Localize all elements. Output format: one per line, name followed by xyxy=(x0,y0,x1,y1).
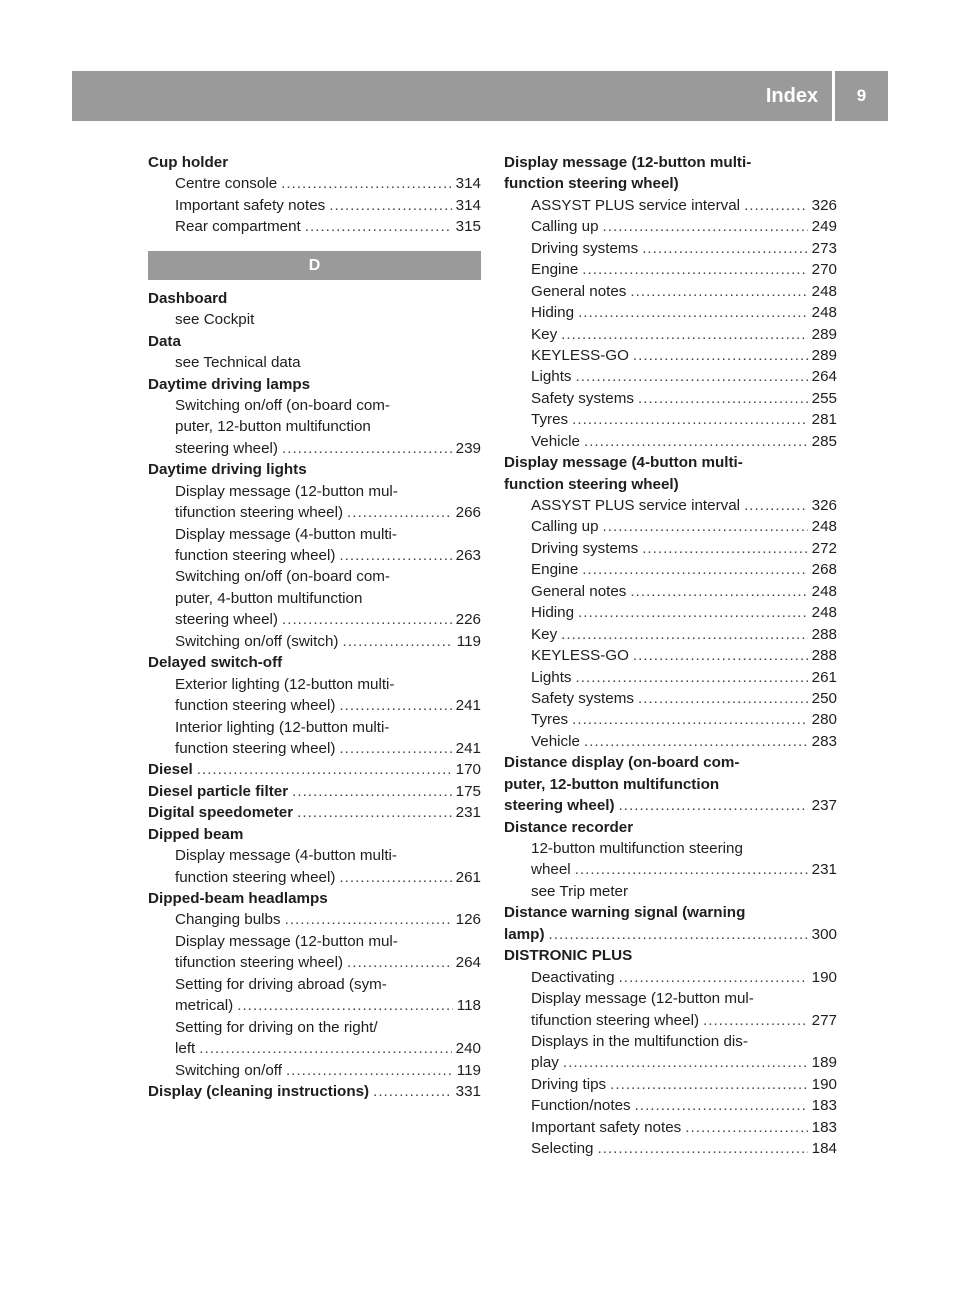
entry-text: Changing bulbs xyxy=(175,911,281,929)
entry-text: 12-button multifunction steering xyxy=(531,840,743,857)
entry-text: Selecting xyxy=(531,1140,594,1158)
index-subentry xyxy=(504,409,837,430)
entry-text: Lights xyxy=(531,668,572,686)
index-subentry xyxy=(504,859,837,880)
entry-text: Diesel particle filter xyxy=(148,782,289,800)
index-subentry xyxy=(148,566,481,587)
index-subentry xyxy=(148,609,481,630)
page-reference: 241 xyxy=(455,697,481,715)
entry-text: Delayed switch-off xyxy=(148,654,283,672)
page-reference: 288 xyxy=(811,625,837,643)
page-reference: 326 xyxy=(811,196,837,214)
index-entry xyxy=(148,288,481,309)
entry-text: Daytime driving lamps xyxy=(148,375,311,393)
dot-leader xyxy=(619,795,808,816)
index-entry xyxy=(504,774,837,795)
dot-leader xyxy=(572,409,808,430)
entry-text: Important safety notes xyxy=(531,1118,682,1136)
dot-leader xyxy=(603,216,808,237)
index-subentry xyxy=(504,709,837,730)
entry-text: wheel xyxy=(531,861,571,879)
entry-text: puter, 12-button multifunction xyxy=(175,418,371,436)
entry-text: DISTRONIC PLUS xyxy=(504,947,633,965)
page-reference: 266 xyxy=(455,504,481,522)
page-reference: 190 xyxy=(811,968,837,986)
entry-text: ASSYST PLUS service interval xyxy=(531,497,741,514)
index-subentry xyxy=(504,731,837,752)
entry-text: puter, 12-button multifunction xyxy=(504,775,720,793)
index-subentry xyxy=(148,481,481,502)
index-subentry xyxy=(504,1138,837,1159)
page-reference: 170 xyxy=(455,761,481,779)
page-reference: 126 xyxy=(455,911,481,929)
index-subentry xyxy=(504,495,837,516)
dot-leader xyxy=(292,781,452,802)
entry-text: Dashboard xyxy=(148,289,228,307)
page-reference: 283 xyxy=(811,732,837,750)
entry-text: Hiding xyxy=(531,304,575,322)
dot-leader xyxy=(563,1052,808,1073)
page-reference: 272 xyxy=(811,539,837,557)
index-entry xyxy=(148,888,481,909)
entry-text: Tyres xyxy=(531,711,569,729)
page-reference: 248 xyxy=(811,304,837,322)
index-subentry xyxy=(148,545,481,566)
page-reference: 239 xyxy=(455,439,481,457)
index-entry xyxy=(504,945,837,966)
entry-text: left xyxy=(175,1040,196,1058)
index-entry xyxy=(504,795,837,816)
page-reference: 231 xyxy=(811,861,837,879)
entry-text: Display message (12-button mul- xyxy=(531,990,754,1008)
page-reference: 250 xyxy=(811,689,837,707)
entry-text: Distance warning signal (warning xyxy=(504,904,746,922)
dot-leader xyxy=(572,709,808,730)
index-subentry xyxy=(148,195,481,216)
index-subentry xyxy=(504,581,837,602)
entry-text: Safety systems xyxy=(531,389,634,407)
entry-text: play xyxy=(531,1054,559,1072)
index-subentry xyxy=(504,366,837,387)
index-subentry xyxy=(504,1117,837,1138)
index-entry xyxy=(148,1081,481,1102)
dot-leader xyxy=(281,173,452,194)
entry-text: Rear compartment xyxy=(175,218,301,236)
dot-leader xyxy=(635,1095,808,1116)
entry-text: Hiding xyxy=(531,604,575,622)
dot-leader xyxy=(561,624,807,645)
page-reference: 261 xyxy=(455,868,481,886)
page-reference: 331 xyxy=(455,1082,481,1100)
entry-text: function steering wheel) xyxy=(504,475,679,493)
entry-text: Key xyxy=(531,625,558,643)
dot-leader xyxy=(297,802,451,823)
page-reference: 261 xyxy=(811,668,837,686)
dot-leader xyxy=(582,559,807,580)
index-subentry xyxy=(148,416,481,437)
index-entry xyxy=(504,452,837,473)
entry-text: Key xyxy=(531,325,558,343)
index-entry xyxy=(148,459,481,480)
dot-leader xyxy=(575,859,808,880)
entry-text: Safety systems xyxy=(531,689,634,707)
dot-leader xyxy=(633,645,808,666)
entry-text: see Cockpit xyxy=(175,311,255,329)
dot-leader xyxy=(576,667,808,688)
page-reference: 280 xyxy=(811,711,837,729)
dot-leader xyxy=(305,216,452,237)
dot-leader xyxy=(638,688,808,709)
entry-text: function steering wheel) xyxy=(175,868,336,886)
dot-leader xyxy=(603,516,808,537)
index-subentry xyxy=(504,667,837,688)
entry-text: Driving systems xyxy=(531,239,639,257)
index-subentry xyxy=(148,438,481,459)
dot-leader xyxy=(339,545,451,566)
index-subentry xyxy=(504,195,837,216)
dot-leader xyxy=(549,924,808,945)
page-number: 9 xyxy=(856,86,867,105)
page-reference: 184 xyxy=(811,1140,837,1158)
dot-leader xyxy=(642,538,807,559)
entry-text: Display message (4-button multi- xyxy=(175,847,397,865)
page-reference: 264 xyxy=(455,954,481,972)
dot-leader xyxy=(619,967,808,988)
index-subentry xyxy=(148,909,481,930)
index-subentry xyxy=(148,1060,481,1081)
index-subentry xyxy=(148,674,481,695)
index-entry xyxy=(148,802,481,823)
index-subentry xyxy=(504,388,837,409)
index-entry xyxy=(148,652,481,673)
dot-leader xyxy=(630,581,807,602)
entry-text: Lights xyxy=(531,368,572,386)
index-subentry xyxy=(148,717,481,738)
dot-leader xyxy=(286,1060,453,1081)
entry-text: Cup holder xyxy=(148,154,229,171)
index-subentry xyxy=(504,838,837,859)
index-letter-heading: D xyxy=(148,251,481,280)
dot-leader xyxy=(633,345,808,366)
index-subentry xyxy=(148,352,481,373)
entry-text: Display message (4-button multi- xyxy=(175,525,397,543)
index-subentry xyxy=(148,995,481,1016)
index-subentry xyxy=(504,345,837,366)
index-subentry xyxy=(148,1017,481,1038)
index-subentry xyxy=(504,216,837,237)
dot-leader xyxy=(197,759,452,780)
index-subentry xyxy=(504,538,837,559)
dot-leader xyxy=(339,867,451,888)
index-subentry xyxy=(148,309,481,330)
index-subentry xyxy=(504,516,837,537)
page-reference: 288 xyxy=(811,647,837,665)
index-entry xyxy=(504,173,837,194)
dot-leader xyxy=(199,1038,451,1059)
dot-leader xyxy=(744,495,808,516)
entry-text: Display (cleaning instructions) xyxy=(148,1082,370,1100)
index-subentry xyxy=(148,173,481,194)
page-reference: 183 xyxy=(811,1097,837,1115)
index-entry xyxy=(504,474,837,495)
entry-text: Deactivating xyxy=(531,968,615,986)
index-entry xyxy=(504,752,837,773)
entry-text: Switching on/off (switch) xyxy=(175,632,339,650)
entry-text: Engine xyxy=(531,561,579,579)
index-subentry xyxy=(504,1074,837,1095)
entry-text: General notes xyxy=(531,582,627,600)
page-reference: 268 xyxy=(811,561,837,579)
dot-leader xyxy=(703,1010,808,1031)
page-reference: 289 xyxy=(811,346,837,364)
page-reference: 264 xyxy=(811,368,837,386)
dot-leader xyxy=(285,909,452,930)
page-reference: 248 xyxy=(811,518,837,536)
entry-text: Digital speedometer xyxy=(148,804,294,822)
index-subentry xyxy=(504,302,837,323)
entry-text: Switching on/off xyxy=(175,1061,282,1079)
index-subentry xyxy=(504,281,837,302)
page-reference: 273 xyxy=(811,239,837,257)
entry-text: steering wheel) xyxy=(175,439,278,457)
entry-text: Centre console xyxy=(175,175,278,193)
index-entry xyxy=(504,817,837,838)
entry-text: KEYLESS-GO xyxy=(531,647,629,665)
entry-text: tifunction steering wheel) xyxy=(175,504,343,522)
dot-leader xyxy=(342,631,452,652)
entry-text: lamp) xyxy=(504,925,545,943)
entry-text: steering wheel) xyxy=(504,797,615,815)
page-reference: 263 xyxy=(455,547,481,564)
index-entry xyxy=(148,331,481,352)
index-entry xyxy=(148,152,481,173)
entry-text: Data xyxy=(148,332,181,350)
index-subentry xyxy=(148,524,481,545)
index-entry xyxy=(504,152,837,173)
index-subentry xyxy=(148,845,481,866)
dot-leader xyxy=(642,238,807,259)
page-reference: 241 xyxy=(455,739,481,757)
index-subentry xyxy=(504,688,837,709)
page-reference: 315 xyxy=(455,218,481,236)
index-subentry xyxy=(148,952,481,973)
dot-leader xyxy=(347,502,452,523)
index-subentry xyxy=(504,259,837,280)
entry-text: Vehicle xyxy=(531,732,580,750)
page-reference: 119 xyxy=(456,632,481,650)
page-reference: 289 xyxy=(811,325,837,343)
entry-text: tifunction steering wheel) xyxy=(531,1011,699,1029)
index-subentry xyxy=(504,1010,837,1031)
index-subentry xyxy=(504,881,837,902)
entry-text: Distance recorder xyxy=(504,818,634,836)
entry-text: function steering wheel) xyxy=(175,739,336,757)
entry-text: see Technical data xyxy=(175,354,301,372)
dot-leader xyxy=(584,731,808,752)
index-entry xyxy=(504,902,837,923)
index-subentry xyxy=(148,867,481,888)
entry-text: Display message (12-button mul- xyxy=(175,932,398,950)
dot-leader xyxy=(578,302,808,323)
index-subentry xyxy=(504,645,837,666)
index-entry xyxy=(148,781,481,802)
index-column-left xyxy=(148,152,481,1102)
page-reference: 270 xyxy=(811,261,837,279)
index-subentry xyxy=(148,631,481,652)
index-subentry xyxy=(148,738,481,759)
index-subentry xyxy=(504,238,837,259)
page-reference: 248 xyxy=(811,282,837,300)
entry-text: Driving tips xyxy=(531,1075,607,1093)
page-reference: 118 xyxy=(456,997,481,1015)
dot-leader xyxy=(584,431,808,452)
dot-leader xyxy=(638,388,808,409)
entry-text: Display message (12-button multi- xyxy=(504,154,752,171)
page-reference: 277 xyxy=(811,1011,837,1029)
page-reference: 326 xyxy=(811,497,837,514)
index-subentry xyxy=(148,216,481,237)
index-subentry xyxy=(504,1052,837,1073)
entry-text: Engine xyxy=(531,261,579,279)
dot-leader xyxy=(329,195,451,216)
page-reference: 314 xyxy=(455,196,481,214)
entry-text: Switching on/off (on-board com- xyxy=(175,396,390,414)
dot-leader xyxy=(339,738,451,759)
index-subentry xyxy=(504,602,837,623)
dot-leader xyxy=(597,1138,807,1159)
index-subentry xyxy=(504,559,837,580)
entry-text: steering wheel) xyxy=(175,611,278,629)
dot-leader xyxy=(582,259,807,280)
page-reference: 183 xyxy=(811,1118,837,1136)
page-reference: 190 xyxy=(811,1075,837,1093)
entry-text: Dipped-beam headlamps xyxy=(148,890,328,907)
dot-leader xyxy=(630,281,807,302)
entry-text: Interior lighting (12-button multi- xyxy=(175,718,390,736)
entry-text: Setting for driving abroad (sym- xyxy=(175,975,387,993)
index-subentry xyxy=(504,1095,837,1116)
page-reference: 314 xyxy=(455,175,481,193)
entry-text: function steering wheel) xyxy=(504,175,679,193)
entry-text: Calling up xyxy=(531,518,599,536)
entry-text: Exterior lighting (12-button multi- xyxy=(175,675,395,693)
page-reference: 231 xyxy=(455,804,481,822)
entry-text: Displays in the multifunction dis- xyxy=(531,1032,748,1050)
entry-text: Daytime driving lights xyxy=(148,461,307,479)
index-subentry xyxy=(504,431,837,452)
entry-text: Vehicle xyxy=(531,432,580,450)
index-subentry xyxy=(504,624,837,645)
index-subentry xyxy=(148,974,481,995)
page-reference: 255 xyxy=(811,389,837,407)
entry-text: Function/notes xyxy=(531,1097,631,1115)
entry-text: General notes xyxy=(531,282,627,300)
dot-leader xyxy=(282,438,452,459)
page-reference: 248 xyxy=(811,604,837,622)
page-reference: 175 xyxy=(455,782,481,800)
entry-text: tifunction steering wheel) xyxy=(175,954,343,972)
index-entry xyxy=(504,924,837,945)
page-reference: 119 xyxy=(456,1061,481,1079)
index-subentry xyxy=(148,931,481,952)
dot-leader xyxy=(561,324,807,345)
entry-text: KEYLESS-GO xyxy=(531,346,629,364)
entry-text: Display message (4-button multi- xyxy=(504,454,743,472)
entry-text: see Trip meter xyxy=(531,882,629,900)
index-subentry xyxy=(504,324,837,345)
index-entry xyxy=(148,824,481,845)
entry-text: Driving systems xyxy=(531,539,639,557)
entry-text: function steering wheel) xyxy=(175,547,336,564)
page-reference: 240 xyxy=(455,1040,481,1058)
index-subentry xyxy=(148,395,481,416)
entry-text: Display message (12-button mul- xyxy=(175,482,398,500)
page-reference: 237 xyxy=(811,797,837,815)
dot-leader xyxy=(744,195,808,216)
index-column-right xyxy=(504,152,837,1160)
dot-leader xyxy=(237,995,453,1016)
dot-leader xyxy=(282,609,452,630)
page-reference: 189 xyxy=(811,1054,837,1072)
entry-text: function steering wheel) xyxy=(175,697,336,715)
entry-text: Diesel xyxy=(148,761,193,779)
entry-text: Tyres xyxy=(531,411,569,429)
page-reference: 249 xyxy=(811,218,837,236)
index-subentry xyxy=(504,967,837,988)
dot-leader xyxy=(610,1074,808,1095)
dot-leader xyxy=(578,602,808,623)
dot-leader xyxy=(347,952,452,973)
dot-leader xyxy=(685,1117,807,1138)
index-subentry xyxy=(504,988,837,1009)
dot-leader xyxy=(576,366,808,387)
entry-text: Important safety notes xyxy=(175,196,326,214)
page-reference: 248 xyxy=(811,582,837,600)
index-entry xyxy=(148,374,481,395)
index-subentry xyxy=(148,695,481,716)
page-reference: 281 xyxy=(811,411,837,429)
index-subentry xyxy=(148,502,481,523)
entry-text: Setting for driving on the right/ xyxy=(175,1018,378,1036)
entry-text: Dipped beam xyxy=(148,825,244,843)
index-subentry xyxy=(148,588,481,609)
entry-text: puter, 4-button multifunction xyxy=(175,589,363,607)
entry-text: ASSYST PLUS service interval xyxy=(531,196,741,214)
entry-text: metrical) xyxy=(175,997,234,1015)
entry-text: Switching on/off (on-board com- xyxy=(175,568,390,586)
dot-leader xyxy=(373,1081,452,1102)
entry-text: Calling up xyxy=(531,218,599,236)
section-title: Index xyxy=(765,84,819,107)
dot-leader xyxy=(339,695,451,716)
page-reference: 300 xyxy=(811,925,837,943)
page-reference: 285 xyxy=(811,432,837,450)
entry-text: Distance display (on-board com- xyxy=(504,754,740,772)
index-subentry xyxy=(504,1031,837,1052)
page-reference: 226 xyxy=(455,611,481,629)
index-entry xyxy=(148,759,481,780)
index-subentry xyxy=(148,1038,481,1059)
